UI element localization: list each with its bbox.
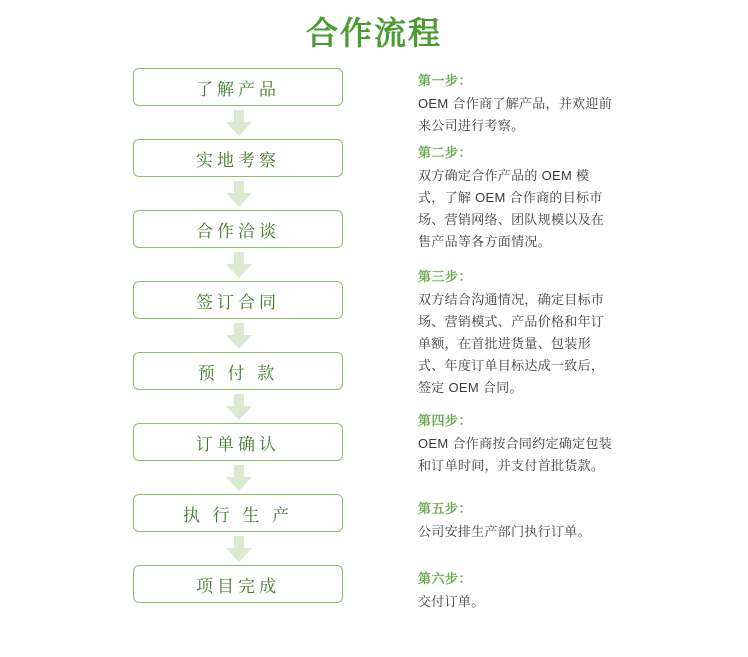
flow-arrow-down <box>133 532 345 565</box>
arrow-down-icon <box>226 110 252 136</box>
flow-arrow-down <box>133 390 345 423</box>
step-title: 第三步： <box>418 269 473 284</box>
flow-step-box[interactable] <box>133 565 343 603</box>
flow-arrow-down <box>133 319 345 352</box>
flow-arrow-down <box>133 177 345 210</box>
step-text: OEM 合作商了解产品，并欢迎前来公司进行考察。 <box>418 96 613 133</box>
step-description-6 <box>418 568 614 613</box>
step-text: 双方确定合作产品的 OEM 模式，了解 OEM 合作商的目标市场、营销网络、团队规模以及在售产品等各方面情况。 <box>418 168 605 249</box>
flow-step-box[interactable] <box>133 68 343 106</box>
flow-step-label: 合作洽谈 <box>196 221 280 241</box>
arrow-down-icon <box>226 323 252 349</box>
flow-arrow-down <box>133 461 345 494</box>
step-title: 第五步： <box>418 501 473 516</box>
flow-step-box[interactable] <box>133 423 343 461</box>
flow-step-label: 签订合同 <box>196 292 280 312</box>
flow-step-box[interactable] <box>133 139 343 177</box>
step-description-1 <box>418 70 614 137</box>
flow-arrow-down <box>133 106 345 139</box>
flow-step-label: 项目完成 <box>196 576 280 596</box>
arrow-down-icon <box>226 394 252 420</box>
step-text: 交付订单。 <box>418 594 485 609</box>
step-title: 第二步： <box>418 145 473 160</box>
flow-step-box[interactable] <box>133 210 343 248</box>
step-text: 双方结合沟通情况，确定目标市场、营销模式、产品价格和年订单额，在首批进货量、包装形式、年度订单目标达成一致后，签定 OEM 合同。 <box>418 292 605 395</box>
flow-step-label: 了解产品 <box>196 79 280 99</box>
step-title: 第四步： <box>418 413 473 428</box>
page-title: 合作流程 <box>305 15 442 51</box>
flow-step-label: 订单确认 <box>196 434 280 454</box>
step-title: 第六步： <box>418 571 473 586</box>
step-text: 公司安排生产部门执行订单。 <box>418 524 591 539</box>
flow-step-box[interactable] <box>133 281 343 319</box>
step-text: OEM 合作商按合同约定确定包装和订单时间，并支付首批货款。 <box>418 436 613 473</box>
arrow-down-icon <box>226 252 252 278</box>
flow-step-box[interactable] <box>133 494 343 532</box>
flow-arrow-down <box>133 248 345 281</box>
flow-chart <box>133 68 345 603</box>
arrow-down-icon <box>226 465 252 491</box>
step-description-3 <box>418 266 614 399</box>
arrow-down-icon <box>226 536 252 562</box>
flow-step-label: 实地考察 <box>196 150 280 170</box>
step-description-4 <box>418 410 614 477</box>
step-description-2 <box>418 142 614 253</box>
step-title: 第一步： <box>418 73 473 88</box>
step-description-5 <box>418 498 614 543</box>
arrow-down-icon <box>226 181 252 207</box>
flow-step-label: 预 付 款 <box>197 363 279 383</box>
flow-step-label: 执 行 生 产 <box>182 505 294 525</box>
flow-step-box[interactable] <box>133 352 343 390</box>
